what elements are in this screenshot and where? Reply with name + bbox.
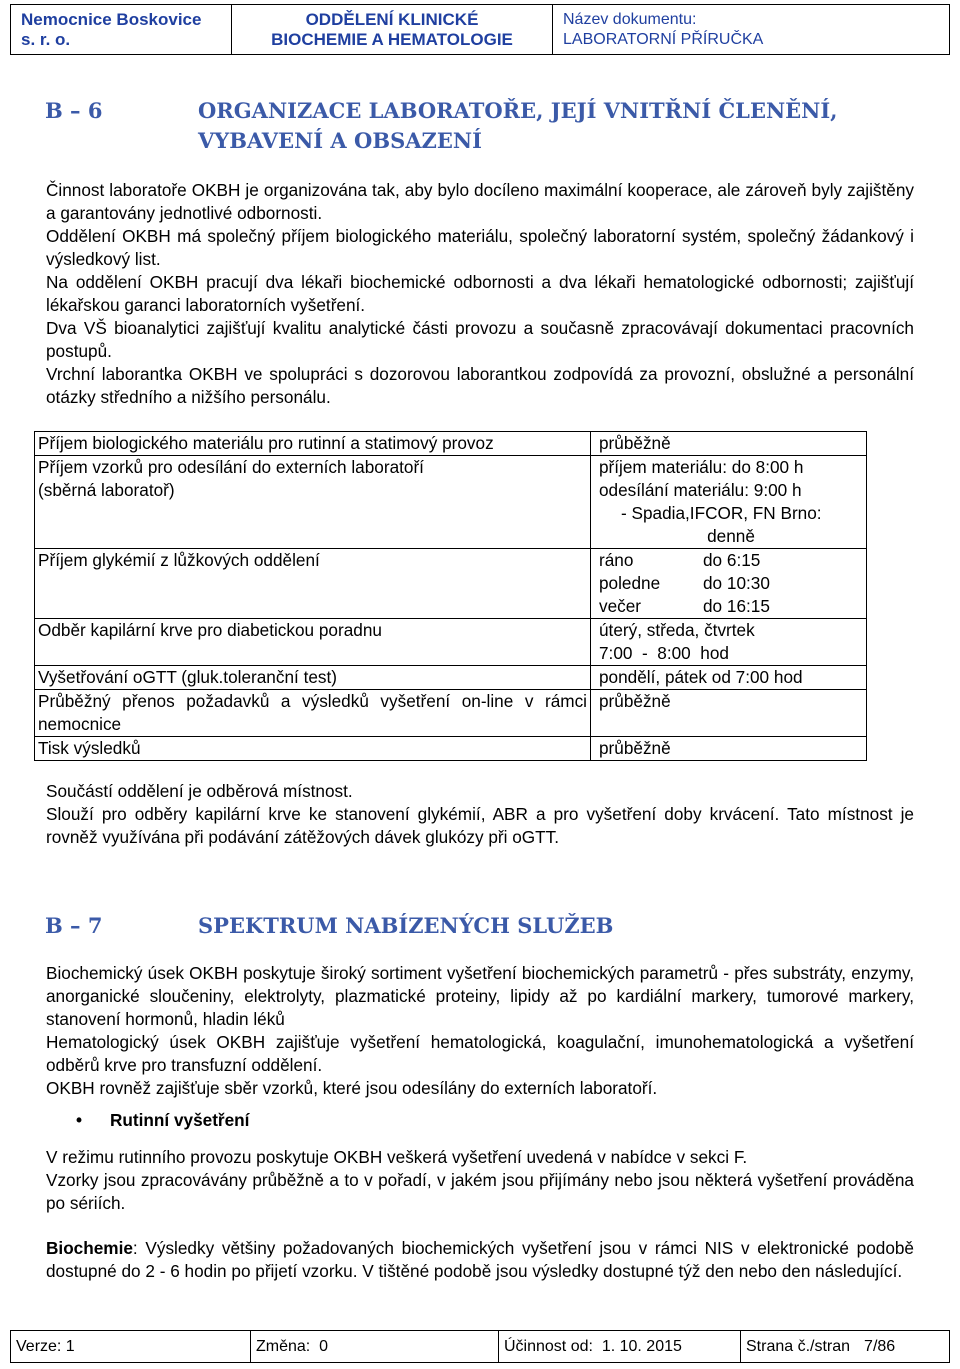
document-name-cell	[553, 5, 949, 54]
sampling-room-text	[46, 780, 914, 849]
paragraph: OKBH rovněž zajišťuje sběr vzorků, které jsou odesílány do externích laboratoří.	[46, 1078, 658, 1098]
page-info	[741, 1331, 949, 1362]
table-row	[35, 619, 867, 666]
activity-line: (sběrná laboratoř)	[38, 480, 175, 500]
time-line: úterý, středa, čtvrtek	[599, 620, 755, 640]
department-cell	[232, 5, 553, 54]
time-label: večer	[599, 596, 642, 616]
schedule-activity: Příjem biologického materiálu pro rutinní a statimový provoz	[35, 432, 591, 456]
time-value: do 6:15	[703, 550, 761, 570]
time-line: odesílání materiálu: 9:00 h	[599, 480, 802, 500]
table-row	[35, 456, 867, 549]
department-line-2: BIOCHEMIE A HEMATOLOGIE	[271, 29, 513, 49]
activity-line: Příjem vzorků pro odesílání do externích laboratoří	[38, 457, 424, 477]
paragraph: Vzorky jsou zpracovávány průběžně a to v pořadí, v jakém jsou přijímány nebo jsou některá vyšetření prováděna po sériích.	[46, 1170, 914, 1213]
paragraph: Na oddělení OKBH pracují dva lékaři biochemické odbornosti a dva lékaři hematologické odbornosti; zajišťují lékařskou garanci laboratorních vyšetření.	[46, 272, 914, 315]
organization-cell	[11, 5, 232, 54]
schedule-time: průběžně	[591, 690, 867, 737]
biochemistry-label: Biochemie	[46, 1238, 133, 1258]
schedule-activity	[35, 456, 591, 549]
schedule-activity: Tisk výsledků	[35, 737, 591, 761]
bullet-item	[76, 1110, 249, 1131]
time-label: poledne	[599, 573, 661, 593]
schedule-table	[34, 431, 867, 761]
schedule-time: průběžně	[591, 737, 867, 761]
paragraph: V režimu rutinního provozu poskytuje OKBH veškerá vyšetření uvedená v nabídce v sekci F.	[46, 1147, 748, 1167]
paragraph	[46, 1237, 914, 1283]
paragraph: Hematologický úsek OKBH zajišťuje vyšetření hematologická, koagulační, imunohematologická a vyšetření odběrů krve pro transfuzní oddělení.	[46, 1032, 914, 1075]
change-number: Změna: 0	[251, 1331, 499, 1362]
paragraph: Součástí oddělení je odběrová místnost.	[46, 781, 353, 801]
biochemistry-paragraph	[46, 1237, 914, 1283]
bullet-label: Rutinní vyšetření	[110, 1110, 250, 1130]
paragraph: Dva VŠ bioanalytici zajišťují kvalitu analytické části provozu a současně zpracovávají dokumentaci pracovních postupů.	[46, 318, 914, 361]
document-name: LABORATORNÍ PŘÍRUČKA	[563, 30, 764, 48]
section-6-number: B – 6	[45, 98, 103, 123]
time-line: 7:00 - 8:00 hod	[599, 643, 729, 663]
page-number: 7/86	[864, 1337, 896, 1355]
paragraph: Oddělení OKBH má společný příjem biologického materiálu, společný laboratorní systém, společný žádankový i výsledkový list.	[46, 226, 914, 269]
schedule-activity: Průběžný přenos požadavků a výsledků vyšetření on-line v rámci nemocnice	[35, 690, 591, 737]
table-row	[35, 666, 867, 690]
schedule-time: pondělí, pátek od 7:00 hod	[591, 666, 867, 690]
section-7-title: SPEKTRUM NABÍZENÝCH SLUŽEB	[198, 913, 614, 938]
organization-name: Nemocnice Boskovice	[21, 9, 202, 29]
paragraph: Činnost laboratoře OKBH je organizována tak, aby bylo docíleno maximální kooperace, ale zároveň byly zajištěny a garantovány jednotlivé odbornosti.	[46, 180, 914, 223]
schedule-activity: Příjem glykémií z lůžkových oddělení	[35, 549, 591, 619]
organization-suffix: s. r. o.	[21, 29, 71, 49]
time-line: - Spadia,IFCOR, FN Brno:	[621, 503, 822, 523]
table-row	[35, 737, 867, 761]
section-6-intro	[46, 179, 914, 409]
department-line-1: ODDĚLENÍ KLINICKÉ	[305, 9, 479, 29]
time-line	[599, 595, 863, 618]
time-line: denně	[707, 526, 755, 546]
paragraph: Vrchní laborantka OKBH ve spolupráci s dozorovou laborantkou zodpovídá za provozní, obslužné a personální otázky středního a nižšího personálu.	[46, 364, 914, 407]
paragraph: Biochemický úsek OKBH poskytuje široký sortiment vyšetření biochemických parametrů - přes substráty, enzymy, anorganické sloučeniny, elektrolyty, plazmatické proteiny, lipidy až po kardiální markery, tumorové markery, stanovení hormonů, hladin léků	[46, 963, 914, 1029]
document-footer	[10, 1330, 950, 1363]
time-value: do 10:30	[703, 573, 770, 593]
paragraph: Slouží pro odběry kapilární krve ke stanovení glykémií, ABR a pro vyšetření doby krvácení. Tato místnost je rovněž využívána při podávání zátěžových dávek glukózy při oGTT.	[46, 804, 914, 847]
effective-date: Účinnost od: 1. 10. 2015	[499, 1331, 741, 1362]
time-line: příjem materiálu: do 8:00 h	[599, 457, 804, 477]
schedule-time	[591, 456, 867, 549]
bullet-icon: •	[76, 1110, 83, 1130]
schedule-activity: Odběr kapilární krve pro diabetickou poradnu	[35, 619, 591, 666]
document-header	[10, 4, 950, 55]
section-7-intro	[46, 962, 914, 1100]
time-value: do 16:15	[703, 596, 770, 616]
schedule-time	[591, 549, 867, 619]
section-7-number: B – 7	[45, 913, 103, 938]
version: Verze: 1	[11, 1331, 251, 1362]
time-label: ráno	[599, 550, 634, 570]
routine-text	[46, 1146, 914, 1215]
table-row	[35, 549, 867, 619]
biochemistry-text: : Výsledky většiny požadovaných biochemických vyšetření jsou v rámci NIS v elektronické podobě dostupné do 2 - 6 hodin po přijetí vzorku. V tištěné podobě jsou výsledky dostupné týž den nebo den následující.	[46, 1238, 914, 1281]
table-row	[35, 690, 867, 737]
page-label: Strana č./stran	[746, 1337, 851, 1355]
section-6-title: ORGANIZACE LABORATOŘE, JEJÍ VNITŘNÍ ČLENĚNÍ, VYBAVENÍ A OBSAZENÍ	[198, 98, 838, 153]
schedule-activity: Vyšetřování oGTT (gluk.toleranční test)	[35, 666, 591, 690]
schedule-time	[591, 619, 867, 666]
schedule-time: průběžně	[591, 432, 867, 456]
document-name-label: Název dokumentu:	[563, 10, 697, 28]
time-line	[599, 549, 863, 572]
table-row	[35, 432, 867, 456]
time-line	[599, 572, 863, 595]
